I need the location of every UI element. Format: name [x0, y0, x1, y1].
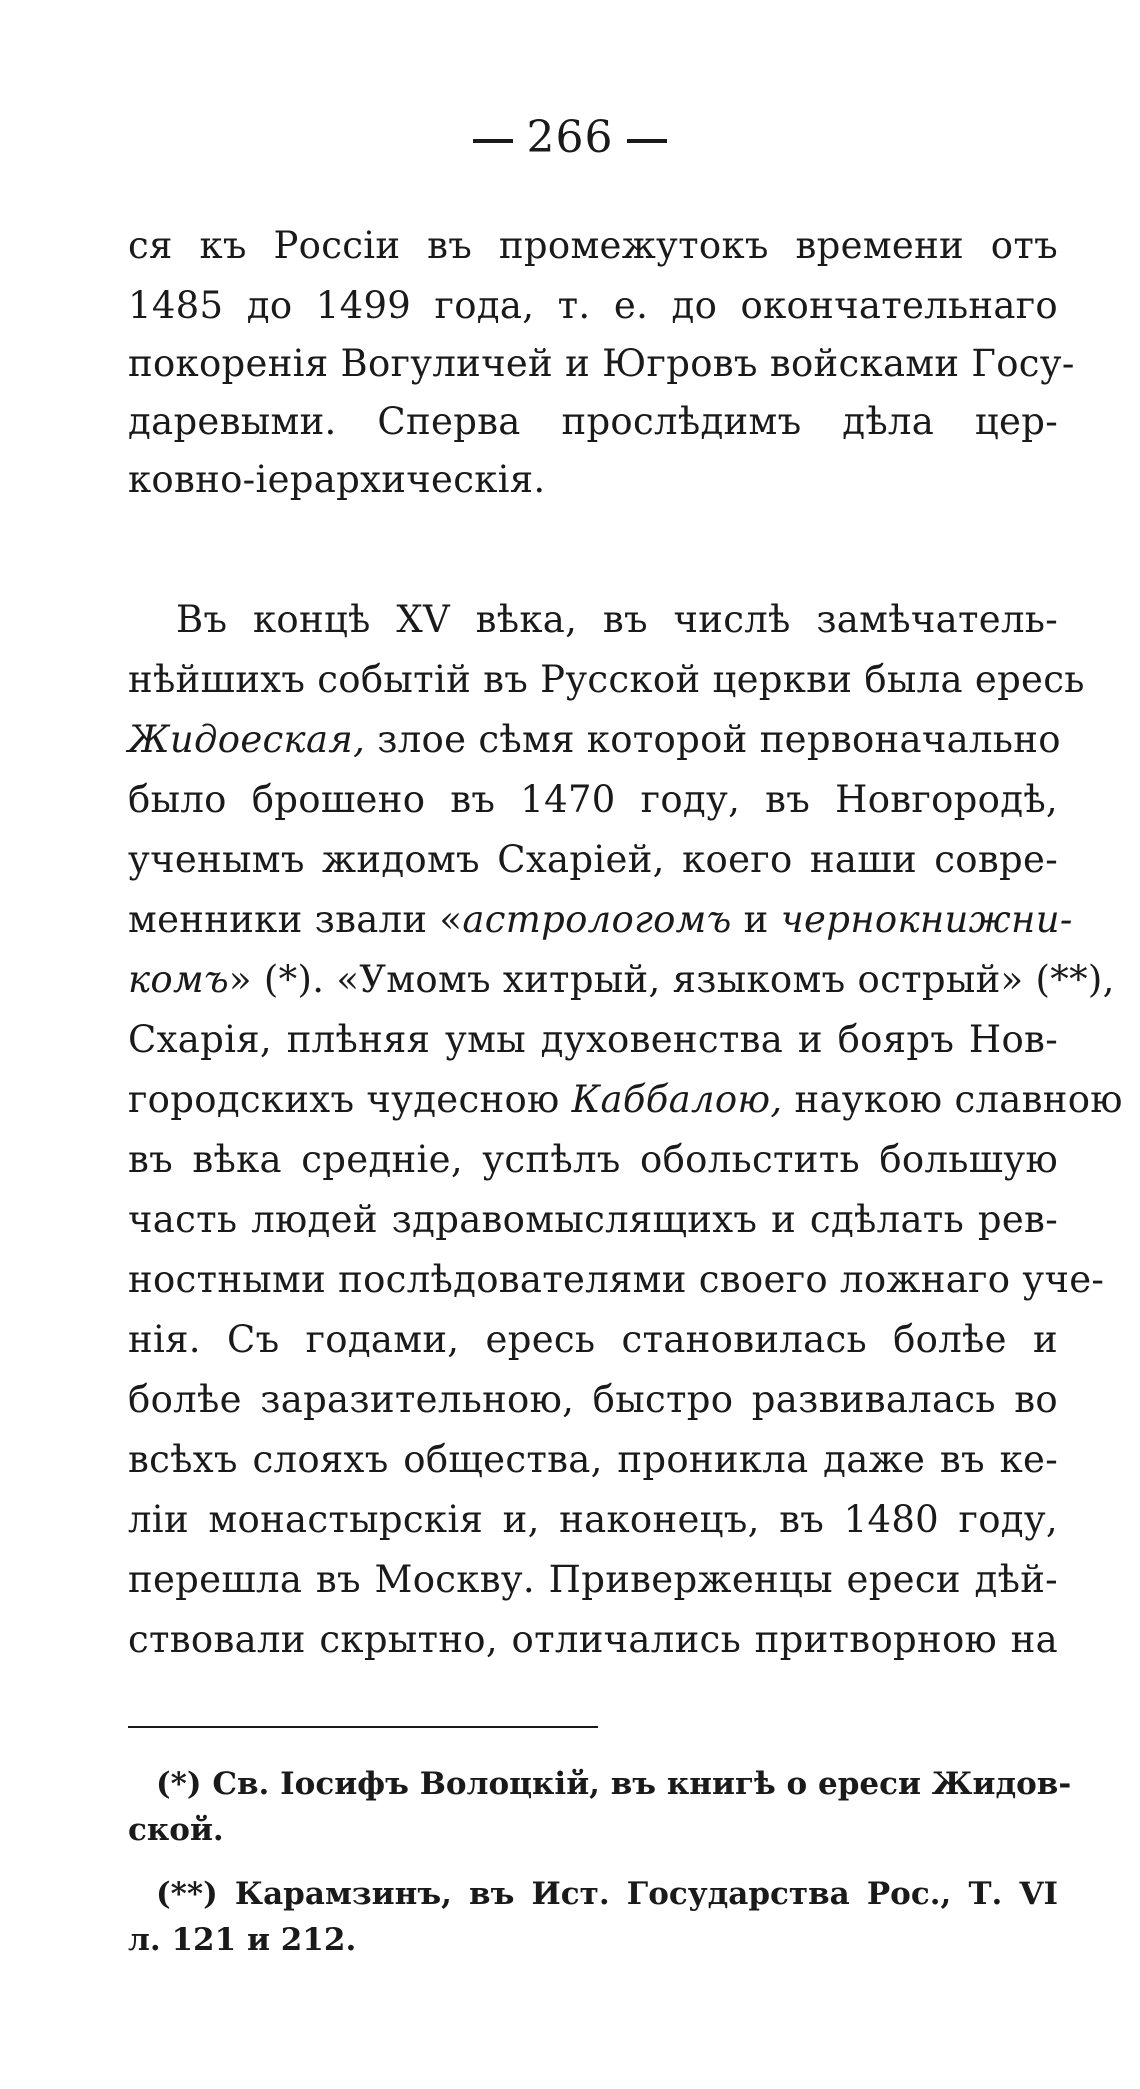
text-line: нѣйшихъ событій въ Русской церкви была ересь	[128, 658, 1085, 701]
text-line: ліи монастырскія и, наконецъ, въ 1480 году,	[128, 1498, 1058, 1541]
footnote-line: (*) Св. Іосифъ Волоцкій, въ книгѣ о ереси Жидов-	[156, 1766, 1072, 1802]
text-line	[128, 1076, 1123, 1124]
text-line: Въ концѣ XV вѣка, въ числѣ замѣчатель-	[176, 598, 1058, 641]
left-dash	[473, 139, 513, 143]
italic-term: чернокнижни-	[780, 898, 1073, 941]
right-dash	[627, 139, 667, 143]
italic-term: комъ	[128, 958, 229, 1001]
footnote-line: (**) Карамзинъ, въ Ист. Государства Рос., Т. VI	[156, 1876, 1058, 1912]
italic-term: Каббалою,	[571, 1078, 783, 1121]
text-span: наукою славною	[782, 1078, 1123, 1121]
page-number	[0, 112, 1140, 163]
text-span: городскихъ чудесною	[128, 1078, 572, 1121]
text-line: ностными послѣдователями своего ложнаго уче-	[128, 1258, 1105, 1301]
text-line	[128, 716, 1061, 764]
text-line: 1485 до 1499 года, т. е. до окончательнаго	[128, 284, 1058, 327]
text-span: и	[731, 898, 781, 941]
text-line: даревыми. Сперва прослѣдимъ дѣла цер-	[128, 400, 1058, 443]
footnote-rule	[128, 1726, 598, 1728]
text-span: » (*). «Умомъ хитрый, языкомъ острый» (**),	[228, 958, 1115, 1001]
text-line: часть людей здравомыслящихъ и сдѣлать рев-	[128, 1198, 1058, 1241]
text-span: менники звали «	[128, 898, 463, 941]
text-line: покоренія Вогуличей и Югровъ войсками Госу-	[128, 342, 1075, 385]
text-line: ученымъ жидомъ Схаріей, коего наши совре-	[128, 838, 1058, 881]
text-line: перешла въ Москву. Приверженцы ереси дѣй-	[128, 1558, 1058, 1601]
text-line: всѣхъ слояхъ общества, проникла даже въ ке-	[128, 1438, 1058, 1481]
text-line: Схарія, плѣняя умы духовенства и бояръ Нов-	[128, 1018, 1058, 1061]
text-line: въ вѣка средніе, успѣлъ обольстить большую	[128, 1138, 1058, 1181]
italic-term: Жидоеская,	[128, 718, 366, 761]
text-line	[128, 956, 1115, 1004]
text-line: ковно-іерархическія.	[128, 458, 546, 501]
text-line: болѣе заразительною, быстро развивалась во	[128, 1378, 1058, 1421]
text-line: ствовали скрытно, отличались притворною на	[128, 1618, 1058, 1661]
italic-term: астрологомъ	[462, 898, 732, 941]
footnote-line: ской.	[128, 1812, 224, 1848]
text-line	[128, 896, 1073, 944]
text-line: ся къ Россіи въ промежутокъ времени отъ	[128, 224, 1058, 267]
text-line: нія. Съ годами, ересь становилась болѣе и	[128, 1318, 1058, 1361]
page-number-text: 266	[526, 112, 614, 163]
text-span: злое сѣмя которой первоначально	[365, 718, 1061, 761]
text-line: было брошено въ 1470 году, въ Новгородѣ,	[128, 778, 1058, 821]
footnote-line: л. 121 и 212.	[128, 1922, 357, 1958]
